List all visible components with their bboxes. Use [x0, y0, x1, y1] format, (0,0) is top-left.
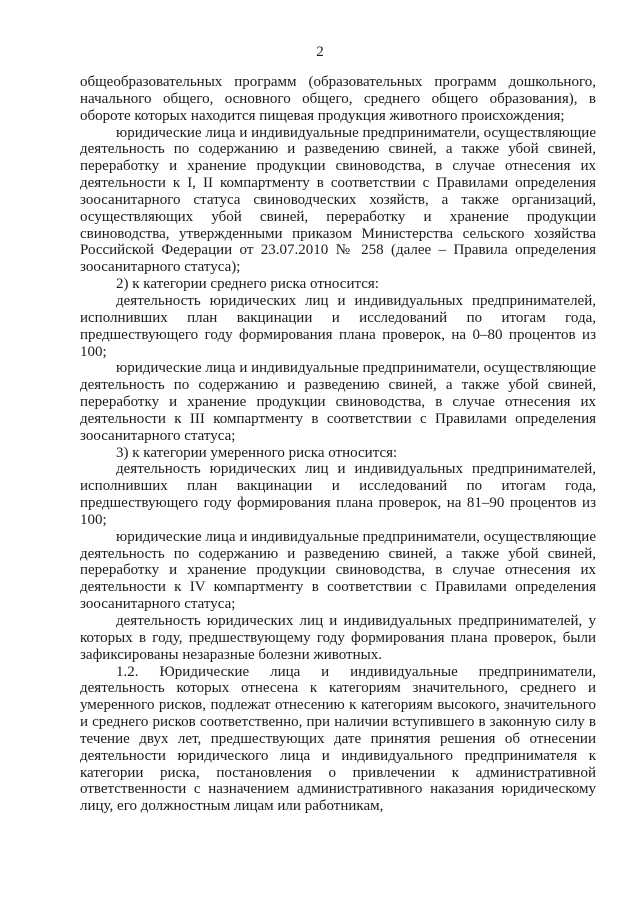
paragraph-moderate-risk-heading: 3) к категории умеренного риска относится: — [116, 444, 398, 461]
document-body — [80, 74, 596, 815]
paragraph-pig-farming-high-risk: юридические лица и индивидуальные предприниматели, осуществляющие деятельность по содержанию и разведению свиней, а также убой свиней, переработку и хранение продукции свиноводства, в случае отнесения их деятельности к I, II компартменту в соответствии с Правилами определения зоосанитарного статуса свиноводческих хозяйств, а также организаций, осуществляющих убой свиней, переработку и хранение продукции свиноводства, утвержденными приказом Министерства сельского хозяйства Российской Федерации от 23.07.2010 № 258 (далее – Правила определения зоосанитарного статуса); — [80, 124, 596, 276]
paragraph-medium-risk-pig-farming: юридические лица и индивидуальные предприниматели, осуществляющие деятельность по содержанию и разведению свиней, а также убой свиней, переработку и хранение продукции свиноводства, в случае отнесения их деятельности к III компартменту в соответствии с Правилами определения зоосанитарного статуса; — [80, 360, 596, 444]
page-number: 2 — [316, 44, 324, 60]
paragraph-section-1-2: 1.2. Юридические лица и индивидуальные предприниматели, деятельность которых отнесена к категориям значительного, среднего и умеренного рисков, подлежат отнесению к категориям высокого, значительного и среднего рисков соответственно, при наличии вступившего в законную силу в течение двух лет, предшествующих дате принятия решения об отнесении деятельности юридического лица и индивидуального предпринимателя к категории риска, постановления о привлечении к административной ответственности с назначением административного наказания юридическому лицу, его должностным лицам или работникам, — [80, 663, 596, 815]
paragraph-continuation: общеобразовательных программ (образовательных программ дошкольного, начального общего, основного общего, среднего общего образования), в обороте которых находится пищевая продукция животного происхождения; — [80, 74, 596, 124]
paragraph-noninfectious-diseases: деятельность юридических лиц и индивидуальных предпринимателей, у которых в году, предшествующему году формирования плана проверок, были зафиксированы незаразные болезни животных. — [80, 613, 596, 663]
paragraph-medium-risk-vaccination: деятельность юридических лиц и индивидуальных предпринимателей, исполнивших план вакцинации и исследований по итогам года, предшествующего году формирования плана проверок, на 0–80 процентов из 100; — [80, 292, 596, 360]
paragraph-medium-risk-heading: 2) к категории среднего риска относится: — [116, 276, 379, 293]
paragraph-moderate-risk-vaccination: деятельность юридических лиц и индивидуальных предпринимателей, исполнивших план вакцинации и исследований по итогам года, предшествующего году формирования плана проверок, на 81–90 процентов из 100; — [80, 461, 596, 528]
paragraph-moderate-risk-pig-farming: юридические лица и индивидуальные предприниматели, осуществляющие деятельность по содержанию и разведению свиней, а также убой свиней, переработку и хранение продукции свиноводства, в случае отнесения их деятельности к IV компартменту в соответствии с Правилами определения зоосанитарного статуса; — [80, 528, 596, 613]
